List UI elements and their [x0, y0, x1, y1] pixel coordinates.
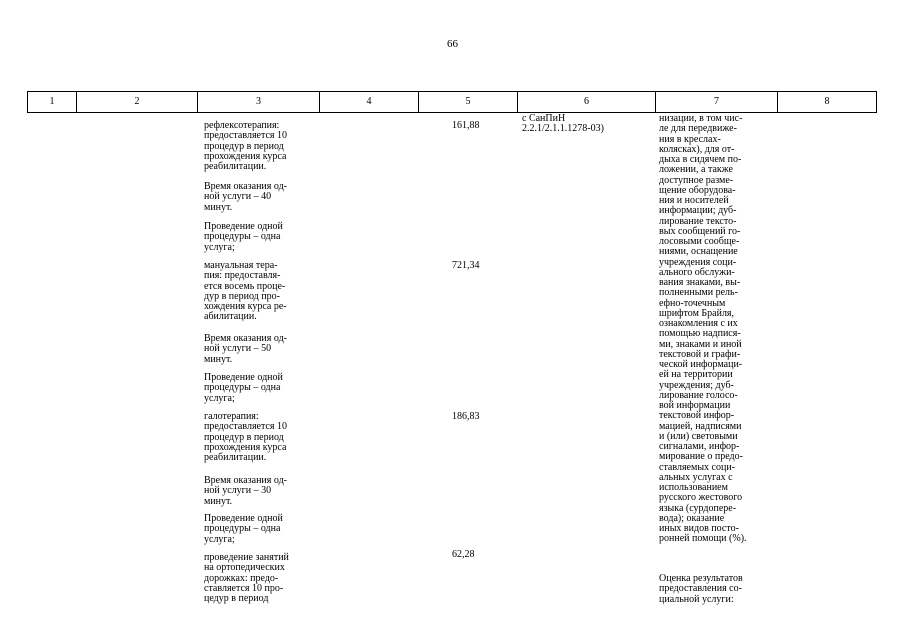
header-col-2: 2 — [134, 96, 140, 107]
header-col-6: 6 — [584, 96, 589, 107]
standard-reference: с СанПиН 2.2.1/2.1.1.1278-03) — [522, 113, 604, 135]
table-header-bottom-border — [27, 112, 877, 113]
price-value: 62,28 — [452, 549, 475, 560]
price-value: 721,34 — [452, 260, 480, 271]
header-col-7: 7 — [714, 96, 719, 107]
service-paragraph: Время оказания од- ной услуги – 50 минут. — [204, 333, 288, 365]
service-paragraph: Время оказания од- ной услуги – 30 минут. — [204, 475, 288, 507]
header-col-3: 3 — [256, 96, 261, 107]
header-col-5: 5 — [465, 96, 471, 107]
service-paragraph: Проведение одной процедуры – одна услуга; — [204, 372, 283, 404]
service-paragraph: Проведение одной процедуры – одна услуга; — [204, 221, 283, 253]
service-paragraph: Время оказания од- ной услуги – 40 минут. — [204, 181, 288, 213]
header-col-1: 1 — [49, 96, 55, 107]
price-value: 161,88 — [452, 120, 480, 131]
service-paragraph: мануальная тера- пия: предоставля- ется восемь проце- дур в период про- хождения курса ре- абилитации. — [204, 260, 287, 323]
accessibility-paragraph: Оценка результатов предоставления со- циальной услуги: — [659, 573, 743, 605]
price-value: 186,83 — [452, 411, 480, 422]
service-paragraph: проведение занятий на ортопедических дорожках: предо- ставляется 10 про- цедур в период — [204, 552, 289, 605]
header-col-4: 4 — [366, 96, 372, 107]
accessibility-paragraph: низации, в том чис- ле для передвиже- ния в креслах- колясках), для от- дыха в сидячем по- ложении, а также доступное разме- щение оборудова- ния и носителей информации; дуб- лирование тексто- вых сообщений го- лосовыми сообще- ниями, оснащение учреждения соци- ального обслужи- вания знаками, вы- полненными рель- ефно-точечным шрифтом Брайля, ознакомления с их помощью надпися- ми, знаками и иной текстовой и графи- ческой информаци- ей на территории учреждения; дуб- лирование голосо- вой информации текстовой инфор- мацией, надписями и (или) световыми сигналами, инфор- мирование о предо- ставляемых соци- альных услугах с использованием русского жестового языка (сурдопере- вода); оказание иных видов посто- ронней помощи (%). — [659, 113, 747, 545]
page-number: 66 — [447, 38, 458, 50]
header-col-8: 8 — [824, 96, 830, 107]
service-paragraph: галотерапия: предоставляется 10 процедур в период прохождения курса реабилитации. — [204, 411, 288, 464]
service-paragraph: Проведение одной процедуры – одна услуга; — [204, 513, 283, 545]
table-border-right — [876, 91, 877, 113]
service-paragraph: рефлексотерапия: предоставляется 10 процедур в период прохождения курса реабилитации. — [204, 120, 288, 173]
